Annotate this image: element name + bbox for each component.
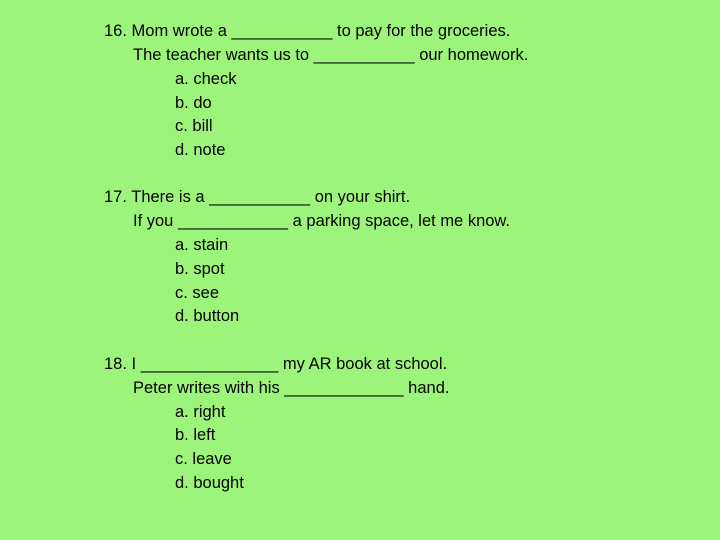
question-16-line-1 (104, 21, 510, 41)
question-17-line-1 (104, 187, 410, 207)
option-b: b. left (175, 426, 216, 444)
question-number: 17. (104, 188, 127, 206)
option-c: c. bill (175, 117, 213, 135)
option-d: d. note (175, 141, 226, 159)
option-a: a. check (175, 70, 237, 88)
option-c: c. leave (175, 450, 232, 468)
question-sentence-2: Peter writes with his _____________ hand. (133, 379, 450, 397)
option-b: b. spot (175, 260, 225, 278)
option-d: d. bought (175, 474, 244, 492)
question-sentence-1: Mom wrote a ___________ to pay for the groceries. (131, 22, 511, 40)
question-number: 18. (104, 355, 127, 373)
question-18-line-1 (104, 354, 447, 374)
option-a: a. right (175, 403, 226, 421)
question-number: 16. (104, 22, 127, 40)
option-d: d. button (175, 307, 240, 325)
option-a: a. stain (175, 236, 229, 254)
option-c: c. see (175, 284, 220, 302)
question-sentence-2: If you ____________ a parking space, let me know. (133, 212, 511, 230)
question-sentence-1: There is a ___________ on your shirt. (131, 188, 411, 206)
option-b: b. do (175, 94, 212, 112)
question-sentence-1: I _______________ my AR book at school. (131, 355, 448, 373)
question-sentence-2: The teacher wants us to ___________ our homework. (133, 46, 529, 64)
